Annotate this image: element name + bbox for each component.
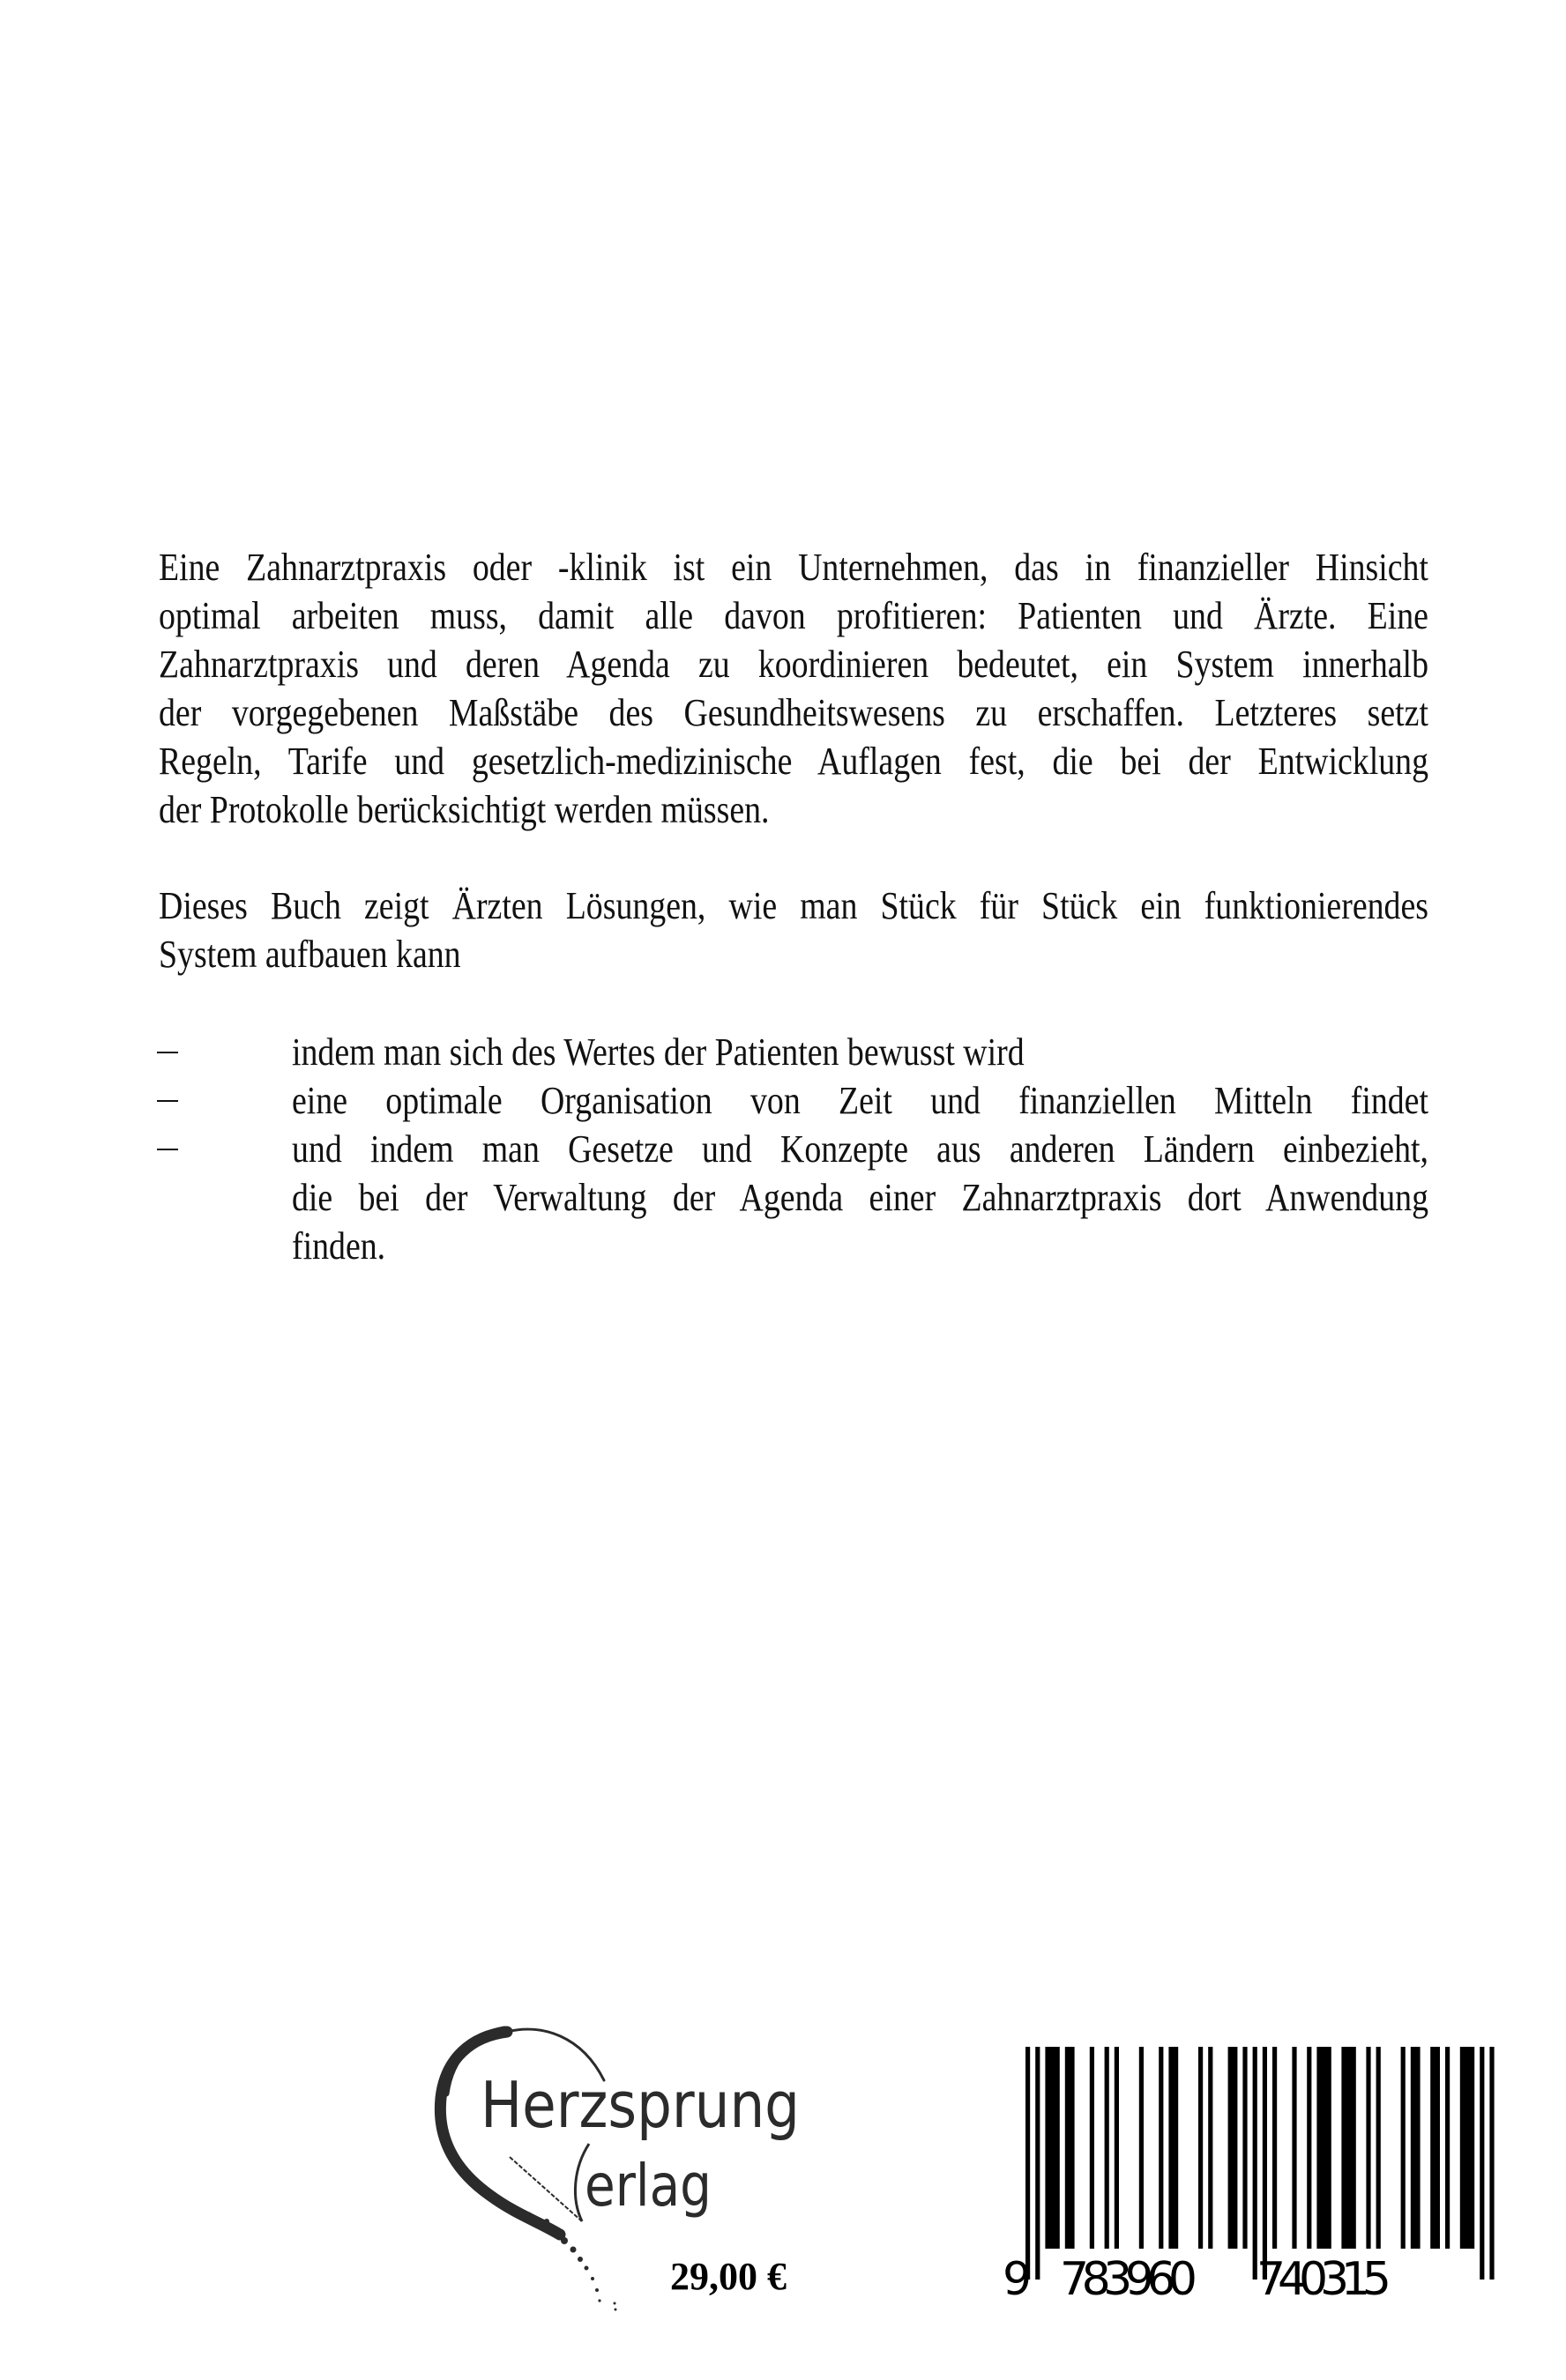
bullet-line: die bei der Verwaltung der Agenda einer Zahnarztpraxis dort Anwendung <box>292 1176 1428 1219</box>
barcode-bar <box>1045 2047 1059 2249</box>
barcode-bar <box>1272 2047 1277 2249</box>
blurb-paragraph1-line <box>159 785 1250 834</box>
barcode-guard-bar <box>1489 2047 1494 2280</box>
barcode-bar <box>1090 2047 1094 2249</box>
barcode-guard-bar <box>1480 2047 1484 2280</box>
blurb-paragraph2-line: Dieses Buch zeigt Ärzten Lösungen, wie man Stück für Stück ein funktionierendes <box>159 884 1428 927</box>
barcode-bar <box>1401 2047 1406 2249</box>
barcode-guard-bar <box>1253 2047 1257 2280</box>
barcode-guard-bar <box>1263 2047 1267 2280</box>
barcode-guard-bar <box>1035 2047 1040 2280</box>
publisher-name-line2: erlag <box>585 2152 712 2220</box>
bullet-line <box>292 1028 1270 1076</box>
barcode-bar <box>1460 2047 1474 2249</box>
bullet-line <box>292 1222 1270 1270</box>
barcode-bar <box>1242 2047 1247 2249</box>
isbn-barcode <box>988 2036 1517 2318</box>
barcode-right-digits: 740315 <box>1257 2253 1391 2306</box>
barcode-bar <box>1376 2047 1381 2249</box>
dash-bullet-icon <box>157 1052 178 1053</box>
barcode-bar <box>1366 2047 1370 2249</box>
barcode-bar <box>1139 2047 1144 2249</box>
barcode-bar <box>1341 2047 1355 2249</box>
blurb-paragraph1-line: der vorgegebenen Maßstäbe des Gesundheitswesens zu erschaffen. Letzteres setzt <box>159 691 1428 734</box>
dash-bullet-icon <box>157 1100 178 1102</box>
barcode-bar <box>1168 2047 1178 2249</box>
barcode-left-digits: 783960 <box>1060 2253 1197 2306</box>
barcode-bar <box>1445 2047 1450 2249</box>
blurb-paragraph1-line: Eine Zahnarztpraxis oder -klinik ist ein Unternehmen, das in finanzieller Hinsicht <box>159 546 1428 589</box>
blurb-paragraph1-line: Regeln, Tarife und gesetzlich-medizinische Auflagen fest, die bei der Entwicklung <box>159 740 1428 783</box>
blurb-paragraph1-last-line-text: der Protokolle berücksichtigt werden müssen. <box>159 788 770 831</box>
barcode-bar <box>1316 2047 1331 2249</box>
barcode-bar <box>1198 2047 1203 2249</box>
barcode-bar <box>1430 2047 1440 2249</box>
barcode-bar <box>1208 2047 1212 2249</box>
barcode-bars <box>1025 2047 1495 2280</box>
publisher-name-line1: Herzsprung <box>481 2068 800 2142</box>
barcode-guard-bar <box>1025 2047 1030 2280</box>
barcode-bar <box>1065 2047 1075 2249</box>
bullet-text: finden. <box>292 1224 386 1268</box>
price-label: 29,00 € <box>670 2255 787 2298</box>
barcode-bar <box>1115 2047 1119 2249</box>
barcode-bar <box>1307 2047 1311 2249</box>
bullet-text: indem man sich des Wertes der Patienten bewusst wird <box>292 1030 1025 1074</box>
barcode-first-digit: 9 <box>1003 2253 1033 2306</box>
barcode-bar <box>1292 2047 1296 2249</box>
blurb-paragraph1-line: Zahnarztpraxis und deren Agenda zu koordinieren bedeutet, ein System innerhalb <box>159 643 1428 686</box>
bullet-line: und indem man Gesetze und Konzepte aus anderen Ländern einbezieht, <box>292 1127 1428 1171</box>
blurb-paragraph1-line: optimal arbeiten muss, damit alle davon profitieren: Patienten und Ärzte. Eine <box>159 594 1428 637</box>
blurb-paragraph2-last-line-text: System aufbauen kann <box>159 933 461 976</box>
barcode-bar <box>1105 2047 1109 2249</box>
dash-bullet-icon <box>157 1149 178 1150</box>
barcode-bar <box>1159 2047 1163 2249</box>
barcode-bar <box>1411 2047 1421 2249</box>
barcode-bar <box>1228 2047 1238 2249</box>
bullet-line: eine optimale Organisation von Zeit und finanziellen Mitteln findet <box>292 1079 1428 1122</box>
blurb-paragraph2-line <box>159 930 1250 978</box>
